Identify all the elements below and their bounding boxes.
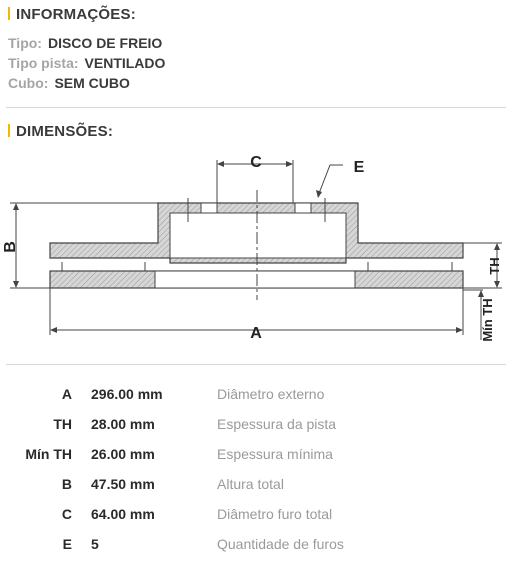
dimension-row bbox=[0, 536, 530, 558]
arrow bbox=[494, 243, 500, 250]
info-value: VENTILADO bbox=[84, 55, 166, 71]
label-th: TH bbox=[487, 257, 502, 275]
brake-disc-diagram bbox=[0, 140, 530, 355]
info-value: SEM CUBO bbox=[54, 75, 130, 91]
arrow bbox=[50, 327, 57, 333]
info-row-tipo bbox=[8, 35, 162, 51]
hub-cavity bbox=[170, 213, 346, 258]
dimension-row bbox=[0, 416, 530, 438]
dimension-key: TH bbox=[53, 416, 72, 432]
dimension-value: 5 bbox=[91, 536, 99, 552]
dimension-key: B bbox=[61, 476, 72, 492]
dimension-key: E bbox=[62, 536, 72, 552]
dimension-value: 28.00 mm bbox=[91, 416, 155, 432]
section-divider bbox=[6, 107, 506, 108]
label-a: A bbox=[250, 325, 262, 342]
dimension-row bbox=[0, 476, 530, 498]
center-gap bbox=[155, 271, 355, 288]
arrow bbox=[286, 161, 293, 167]
dimension-key: Mín TH bbox=[25, 446, 72, 462]
arrow bbox=[456, 327, 463, 333]
info-label: Tipo pista: bbox=[8, 55, 79, 71]
bolt-hole-right bbox=[295, 203, 311, 213]
info-row-cubo bbox=[8, 75, 130, 91]
label-min-th: Mín TH bbox=[480, 298, 495, 342]
dim-e-leader bbox=[318, 165, 343, 196]
arrow bbox=[494, 281, 500, 288]
dimension-value: 64.00 mm bbox=[91, 506, 155, 522]
dimension-description: Quantidade de furos bbox=[217, 536, 344, 552]
label-b: B bbox=[2, 241, 19, 253]
bolt-hole-left bbox=[201, 203, 217, 213]
dimensoes-heading bbox=[8, 123, 113, 140]
section-divider bbox=[6, 364, 506, 365]
accent-bar bbox=[8, 124, 10, 137]
dimension-value: 296.00 mm bbox=[91, 386, 163, 402]
label-e: E bbox=[353, 159, 365, 176]
dimension-description: Diâmetro furo total bbox=[217, 506, 333, 522]
dimension-row bbox=[0, 506, 530, 528]
informacoes-title: INFORMAÇÕES: bbox=[16, 6, 136, 23]
dimension-value: 26.00 mm bbox=[91, 446, 155, 462]
dimension-description: Espessura mínima bbox=[217, 446, 333, 462]
info-label: Tipo: bbox=[8, 35, 42, 51]
dimension-row bbox=[0, 386, 530, 408]
label-c: C bbox=[250, 154, 262, 171]
dimension-description: Altura total bbox=[217, 476, 284, 492]
info-label: Cubo: bbox=[8, 75, 49, 91]
arrow bbox=[217, 161, 224, 167]
dimensoes-title: DIMENSÕES: bbox=[16, 123, 114, 140]
arrow bbox=[13, 203, 19, 210]
info-value: DISCO DE FREIO bbox=[47, 35, 163, 51]
dimension-row bbox=[0, 446, 530, 468]
dimension-description: Espessura da pista bbox=[217, 416, 337, 432]
dimension-description: Diâmetro externo bbox=[217, 386, 325, 402]
arrow bbox=[478, 290, 484, 297]
dimension-key: C bbox=[61, 506, 72, 522]
dimension-key: A bbox=[61, 386, 72, 402]
accent-bar bbox=[8, 7, 10, 20]
informacoes-heading bbox=[8, 6, 136, 23]
arrow bbox=[13, 281, 19, 288]
info-row-tipo-pista bbox=[8, 55, 165, 71]
arrow bbox=[316, 190, 322, 198]
dimension-value: 47.50 mm bbox=[91, 476, 155, 492]
